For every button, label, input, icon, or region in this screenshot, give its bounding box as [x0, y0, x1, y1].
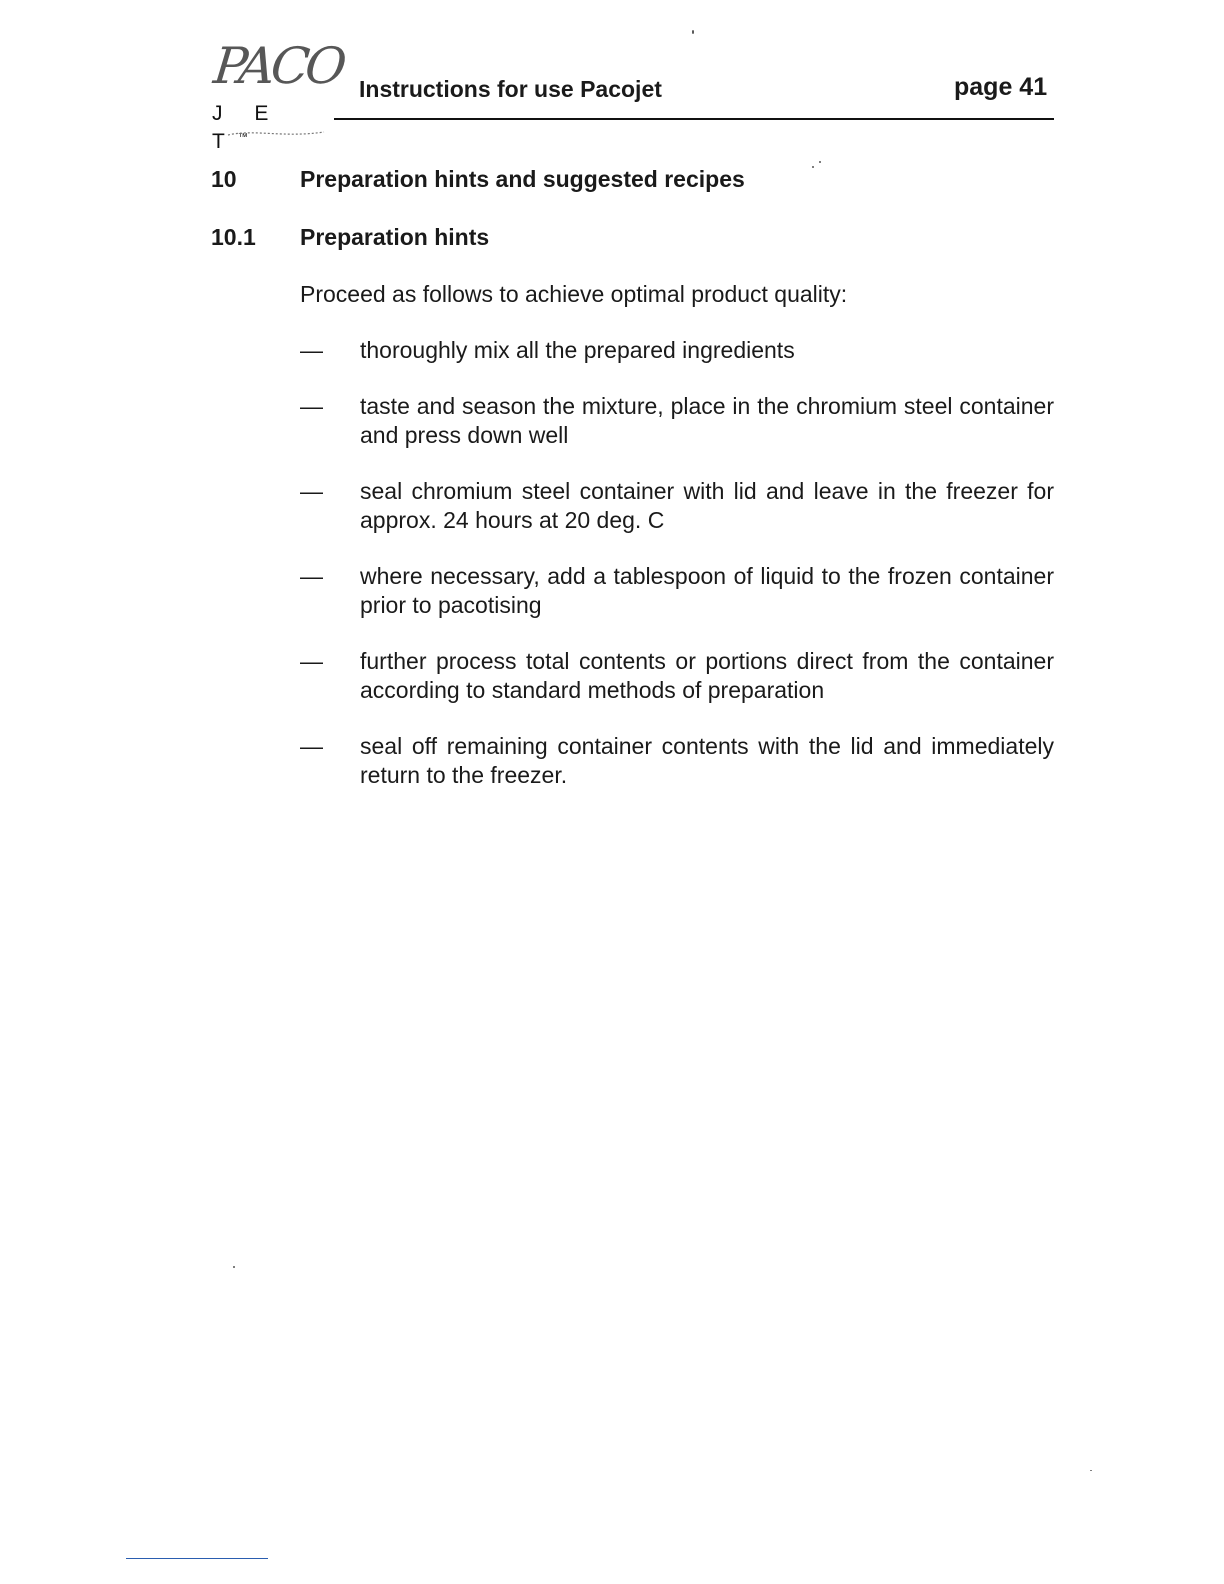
- page-number: page 41: [954, 73, 1048, 101]
- dash-bullet: —: [300, 337, 323, 363]
- pacojet-logo: [206, 28, 346, 153]
- list-item: [300, 562, 1054, 620]
- section-title: Preparation hints and suggested recipes: [300, 166, 745, 192]
- list-item: [300, 732, 1054, 790]
- list-item: [300, 477, 1054, 535]
- hint-text: seal chromium steel container with lid and leave in the freezer for approx. 24 hours at 20 deg. C: [360, 478, 1054, 533]
- list-item: [300, 647, 1054, 705]
- hint-text: where necessary, add a tablespoon of liquid to the frozen container prior to pacotising: [360, 563, 1054, 618]
- scan-speck: [692, 30, 694, 34]
- list-item: [300, 336, 1054, 365]
- scan-speck: [233, 1266, 235, 1268]
- hint-text: thoroughly mix all the prepared ingredients: [360, 337, 795, 363]
- header-divider: [334, 118, 1054, 120]
- hint-text: further process total contents or portions direct from the container according to standard methods of preparation: [360, 648, 1054, 703]
- dash-bullet: —: [300, 648, 323, 674]
- document-title: Instructions for use Pacojet: [359, 76, 662, 102]
- intro-paragraph: Proceed as follows to achieve optimal product quality:: [300, 281, 848, 307]
- logo-subtext: J E T™: [212, 102, 282, 153]
- section-number: 10: [211, 166, 237, 192]
- hints-list: [300, 336, 1054, 817]
- list-item: [300, 392, 1054, 450]
- logo-swash-icon: [224, 126, 334, 140]
- dash-bullet: —: [300, 478, 323, 504]
- logo-script: PACO: [210, 37, 346, 95]
- scan-speck: [812, 166, 814, 168]
- scan-speck: [819, 161, 821, 163]
- subsection-title: Preparation hints: [300, 224, 490, 250]
- dash-bullet: —: [300, 563, 323, 589]
- hint-text: taste and season the mixture, place in the chromium steel container and press down well: [360, 393, 1054, 448]
- dash-bullet: —: [300, 733, 323, 759]
- dash-bullet: —: [300, 393, 323, 419]
- hint-text: seal off remaining container contents with the lid and immediately return to the freezer.: [360, 733, 1054, 788]
- footer-divider: [126, 1558, 268, 1559]
- subsection-number: 10.1: [211, 224, 256, 250]
- scan-speck: [1090, 1470, 1092, 1471]
